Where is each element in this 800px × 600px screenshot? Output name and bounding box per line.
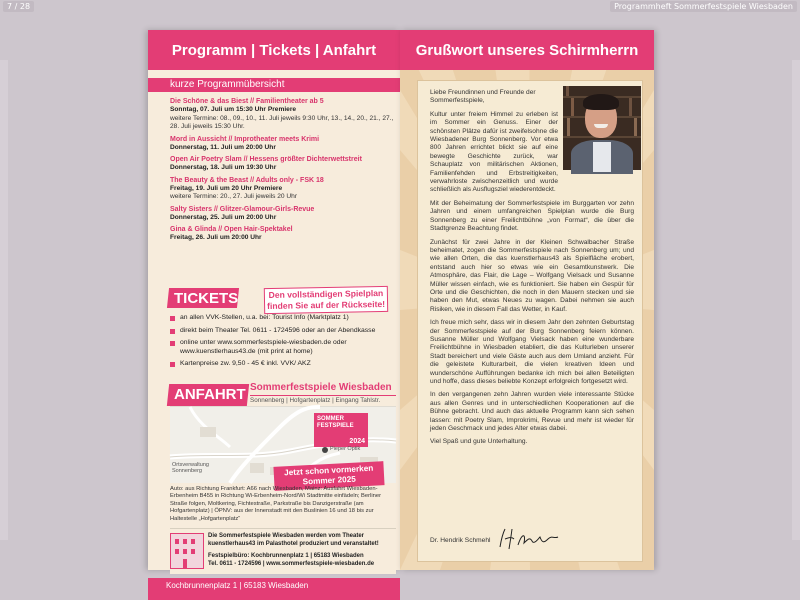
left-page-bottom-bar xyxy=(148,578,400,600)
ticket-item xyxy=(170,327,392,336)
prev-page-area[interactable] xyxy=(0,60,8,540)
logo-line2: FESTSPIELE xyxy=(317,423,354,429)
ticket-text: direkt beim Theater Tel. 0611 - 1724596 oder an der Abendkasse xyxy=(180,326,376,334)
viewer-toolbar xyxy=(0,0,800,14)
spielplan-note: Den vollständigen Spielplan finden Sie auf der Rückseite! xyxy=(267,288,386,312)
map-pin-icon xyxy=(322,447,328,453)
producer-footer xyxy=(170,528,396,574)
greeting-paragraph: In den vergangenen zehn Jahren wurden viele interessante Stücke aus allen Genres und in unterschiedlichen Kooperationen auf die Bühne gebracht. Und auch das aktuelle Programm kann sich sehen lassen: mit Poetry Slam, Improkrimi, Revue und mehr ist wieder für jeden Geschmack und jedes Alter etwas dabei. xyxy=(430,391,634,433)
handwritten-signature xyxy=(496,525,566,553)
ticket-text: online unter www.sommerfestspiele-wiesbaden.de oder www.kuenstlerhaus43.de (mit print at home) xyxy=(180,339,347,355)
tickets-heading: TICKETS xyxy=(174,290,239,307)
ticket-text: Kartenpreise zw. 9,50 - 45 € inkl. VVK/ AKZ xyxy=(180,360,311,367)
greeting-card xyxy=(417,80,643,562)
ticket-text: an allen VVK-Stellen, u.a. bei: Tourist Info (Marktplatz 1) xyxy=(180,314,349,321)
bullet-square-icon xyxy=(170,341,175,346)
office-info xyxy=(208,553,396,568)
bottom-address: Kochbrunnenplatz 1 | 65183 Wiesbaden xyxy=(166,581,309,590)
office-contact: Tel. 0611 - 1724596 | www.sommerfestspiele-wiesbaden.de xyxy=(208,560,375,567)
map-label-pin: Pieper Optik xyxy=(330,446,361,452)
spielplan-note-box xyxy=(264,286,388,314)
right-page-header xyxy=(400,30,654,70)
greeting-text xyxy=(430,89,634,447)
bullet-square-icon xyxy=(170,329,175,334)
logo-line1: SOMMER xyxy=(317,416,344,422)
page-counter: 7 / 28 xyxy=(3,1,34,12)
program-date: Sonntag, 07. Juli um 15:30 Uhr Premiere xyxy=(170,106,297,113)
signer-name: Dr. Hendrik Schmehl xyxy=(430,537,491,544)
program-item xyxy=(170,176,394,202)
ticket-list xyxy=(170,314,392,373)
program-list xyxy=(170,97,394,246)
program-item xyxy=(170,97,394,132)
vormerken-note: Jetzt schon vormerken Sommer 2025 xyxy=(283,463,374,487)
anfahrt-heading: ANFAHRT xyxy=(174,386,246,403)
overview-band xyxy=(148,78,400,92)
document-title: Programmheft Sommerfestspiele Wiesbaden xyxy=(610,1,797,12)
program-item xyxy=(170,225,394,243)
overview-title: kurze Programmübersicht xyxy=(170,79,285,90)
program-item xyxy=(170,135,394,153)
bullet-square-icon xyxy=(170,316,175,321)
program-title: Open Air Poetry Slam // Hessens größter Dichterwettstreit xyxy=(170,156,362,163)
left-page-header xyxy=(148,30,400,70)
program-item xyxy=(170,155,394,173)
producer-text: Die Sommerfestspiele Wiesbaden werden vom Theater kuenstlerhaus43 im Palasthotel produziert und veranstaltet! xyxy=(208,533,379,547)
program-title: Salty Sisters // Glitzer-Glamour-Girls-Revue xyxy=(170,205,315,213)
program-title: Gina & Glinda // Open Hair-Spektakel xyxy=(170,226,293,233)
left-page-title: Programm | Tickets | Anfahrt xyxy=(171,42,377,59)
directions-text: Auto: aus Richtung Frankfurt: A66 nach Wiesbaden, Mainz: Ausfahrt Wiesbaden-Erbenheim B455 in Richtung Wi-Erbenheim-Nord/Wi Stadtmitte einfädeln; Berliner Straße folgen, Moltkering, Fichtestraße, Parkstraße bis Danzigerstraße (am Hofgartenplatz) | ÖPNV: aus der Innenstadt mit den Buslinien 16 und 18 bis zur Haltestelle „Hofgartenplatz“ xyxy=(170,486,382,522)
office-address: Kochbrunnenplatz 1 | 65183 Wiesbaden xyxy=(251,553,364,559)
greeting-paragraph: Viel Spaß und gute Unterhaltung. xyxy=(430,438,528,446)
program-title: Die Schöne & das Biest // Familientheater ab 5 xyxy=(170,98,324,105)
logo-year: 2024 xyxy=(349,438,365,445)
program-more-dates: weitere Termine: 20., 27. Juli jeweils 20 Uhr xyxy=(170,193,298,200)
palasthotel-building-icon xyxy=(170,533,204,569)
program-date: Donnerstag, 18. Juli um 19:30 Uhr xyxy=(170,164,277,171)
program-title: Mord in Aussicht // Improtheater meets Krimi xyxy=(170,135,320,143)
greeting-paragraph: Ich freue mich sehr, dass wir in diesem Jahr den zehnten Geburtstag der Sommerfestspiele auf der Burg Sonnenberg feiern können. Susanne Müller und Wolfgang Vielsack haben eine wunderbare Freilichtbühne in Wiesbaden etabliert, die das Kulturleben unserer Stadt bereichert und viele Gäste auch aus dem Umland anzieht. Für die geleistete Kulturarbeit, die vielen kreativen Ideen und wunderschöne Aufführungen bedanke ich mich bei allen Beteiligten und hoffe, dass dieses beliebte Konzept erfolgreich fortgesetzt wird. xyxy=(430,319,634,385)
program-date: Donnerstag, 25. Juli um 20:00 Uhr xyxy=(170,213,277,221)
ticket-item xyxy=(170,339,392,356)
greeting-paragraph: Kultur unter freiem Himmel zu erleben ist im Sommer ein Genuss. Einer der schönsten Plätze dafür ist zweifelsohne die Wiesbadener Burg Sonnenberg. Vor etwa 800 Jahren errichtet blickt sie auf eine bewegte Geschichte zurück, war Schauplatz von militärischen Aktionen, Familienfehden und Erbstreitigkeiten, verwahrloste zwischenzeitlich und wurde schließlich als Ausflugsziel wiederentdeckt. xyxy=(430,110,558,194)
program-title: The Beauty & the Beast // Adults only - FSK 18 xyxy=(170,176,324,184)
map-label-ortsverwaltung: Ortsverwaltung Sonnenberg xyxy=(172,462,209,474)
ticket-item xyxy=(170,314,392,323)
office-label: Festspielbüro: xyxy=(208,553,250,559)
greeting-paragraph: Zunächst für zwei Jahre in der Kleinen Schwalbacher Straße beheimatet, zogen die Sommerfestspiele nach Sonnenberg um; und wie allen Orten, die das kuenstlerhaus43 als Spielfläche erobert, entstand auch hier so etwas wie ein Gesamtkunstwerk. Die Atmosphäre, das Flair, die Lage – Wolfgang Vielsack und Susanne Müller wissen einfach, wie es funktioniert. Sie haben ein Gespür für Orte und die Geschichten, die noch in den Mauern stecken und sie haben den Mut, etwas Neues zu wagen. Dabei nehmen sie auch Risiken, wie in diesem Fall das Wetter, in Kauf. xyxy=(430,238,634,313)
greeting-salutation: Liebe Freundinnen und Freunde der Sommerfestspiele, xyxy=(430,89,536,105)
venue-name: Sommerfestspiele Wiesbaden xyxy=(250,382,392,393)
bullet-square-icon xyxy=(170,362,175,367)
program-date: Freitag, 26. Juli um 20:00 Uhr xyxy=(170,234,262,241)
festival-logo xyxy=(314,413,368,447)
greeting-paragraph: Mit der Beheimatung der Sommerfestspiele im Burggarten vor zehn Jahren und einem umfangreichen Spielplan wurde die Burg Sonnenberg zu einer Freilichtbühne „von Format“, die über die Stadtgrenze Beachtung findet. xyxy=(430,199,634,233)
next-page-area[interactable] xyxy=(792,60,800,540)
program-date: Donnerstag, 11. Juli um 20:00 Uhr xyxy=(170,143,276,151)
right-page-title: Grußwort unseres Schirmherrn xyxy=(415,42,639,59)
program-item xyxy=(170,205,394,223)
venue-address: Sonnenberg | Hofgartenplatz | Eingang Tahlstr. xyxy=(250,395,396,404)
band-notch xyxy=(148,78,166,92)
ticket-item xyxy=(170,360,392,369)
program-more-dates: weitere Termine: 08., 09., 10., 11. Juli jeweils 9:30 Uhr, 13., 14., 20., 21., 27., 28. Juli jeweils 15:30 Uhr. xyxy=(170,114,394,130)
program-date: Freitag, 19. Juli um 20 Uhr Premiere xyxy=(170,184,283,192)
left-page[interactable] xyxy=(148,30,400,590)
right-page[interactable] xyxy=(400,30,654,570)
